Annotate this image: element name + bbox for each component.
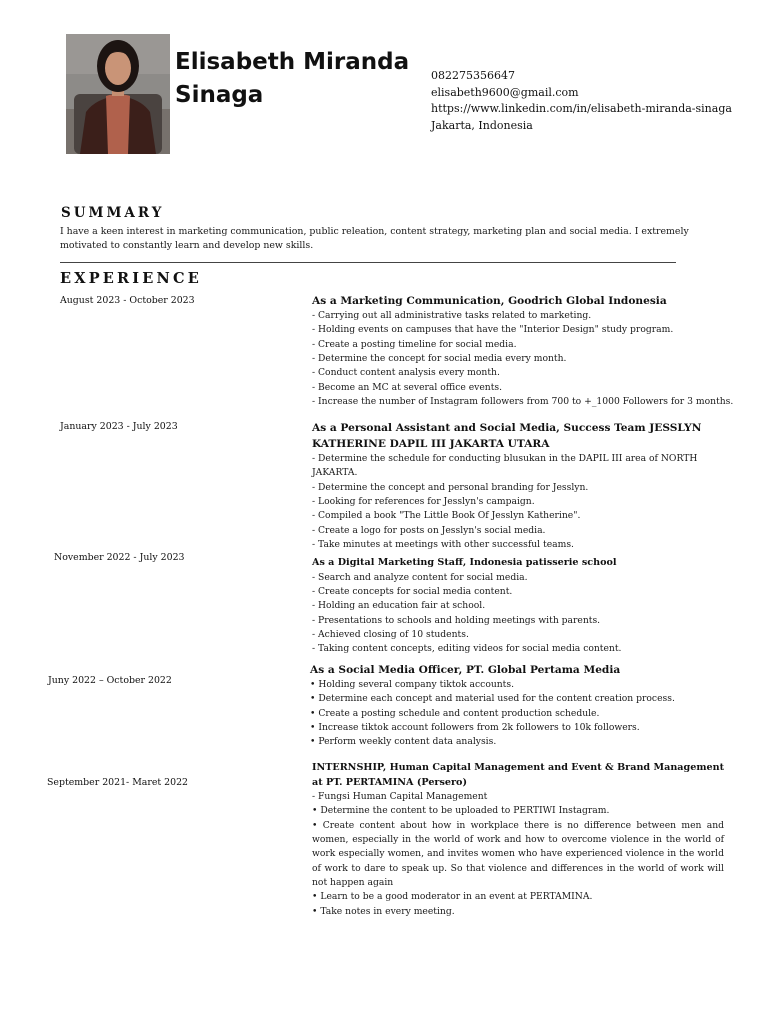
list-item: • Create content about how in workplace there is no difference between men and women, especially in the world of work and how to overcome violence in the world of work especially women, and invites women who have experienced violence in the world of work to dare to speak up. So that violence and differences in the world of work will not happen again bbox=[312, 819, 724, 889]
list-item: - Search and analyze content for social media. bbox=[312, 571, 528, 583]
list-item: • Determine each concept and material used for the content creation process. bbox=[310, 693, 675, 705]
candidate-name bbox=[175, 46, 415, 112]
list-item: - Determine the concept for social media every month. bbox=[312, 353, 567, 365]
job-5-date: September 2021- Maret 2022 bbox=[47, 777, 189, 788]
list-item: • Determine the content to be uploaded to PERTIWI Instagram. bbox=[312, 805, 610, 817]
job-4-title: As a Social Media Officer, PT. Global Pertama Media bbox=[310, 664, 621, 676]
job-1 bbox=[312, 293, 734, 409]
summary-text: I have a keen interest in marketing communication, public releation, content strategy, marketing plan and social media. I extremely motivated to constantly learn and develop new skills. bbox=[60, 226, 689, 252]
job-3-title: As a Digital Marketing Staff, Indonesia patisserie school bbox=[312, 557, 617, 568]
list-item: - Conduct content analysis every month. bbox=[312, 367, 500, 379]
job-2-title-line-2: KATHERINE DAPIL III JAKARTA UTARA bbox=[312, 438, 550, 450]
list-item: • Create a posting schedule and content production schedule. bbox=[310, 707, 600, 719]
list-item: JAKARTA. bbox=[312, 467, 358, 479]
experience-heading: EXPERIENCE bbox=[60, 270, 202, 287]
list-item: - Create a logo for posts on Jesslyn's social media. bbox=[312, 524, 546, 536]
list-item: - Fungsi Human Capital Management bbox=[312, 791, 488, 802]
job-1-title: As a Marketing Communication, Goodrich Global Indonesia bbox=[312, 295, 667, 307]
list-item: • Take notes in every meeting. bbox=[312, 905, 455, 917]
location: Jakarta, Indonesia bbox=[431, 118, 533, 132]
list-item: - Carrying out all administrative tasks related to marketing. bbox=[312, 310, 592, 321]
list-item: - Achieved closing of 10 students. bbox=[312, 628, 469, 640]
contact-info bbox=[431, 68, 732, 134]
job-4 bbox=[310, 662, 722, 750]
job-3-date: November 2022 - July 2023 bbox=[54, 552, 185, 563]
list-item: - Create concepts for social media content. bbox=[312, 585, 513, 597]
job-4-date: Juny 2022 – October 2022 bbox=[48, 675, 172, 686]
list-item: • Perform weekly content data analysis. bbox=[310, 736, 497, 748]
list-item: - Become an MC at several office events. bbox=[312, 381, 503, 393]
list-item: - Holding an education fair at school. bbox=[312, 600, 486, 612]
list-item: - Take minutes at meetings with other successful teams. bbox=[312, 539, 574, 551]
job-5-title: INTERNSHIP, Human Capital Management and Event & Brand Management at PT. PERTAMINA (Persero) bbox=[312, 762, 724, 788]
job-2 bbox=[312, 420, 724, 552]
list-item: - Presentations to schools and holding meetings with parents. bbox=[312, 614, 601, 626]
job-5 bbox=[312, 761, 724, 919]
job-1-date: August 2023 - October 2023 bbox=[60, 295, 195, 306]
summary-heading: SUMMARY bbox=[61, 205, 165, 221]
job-3-bullets bbox=[312, 571, 724, 657]
email-address: elisabeth9600@gmail.com bbox=[431, 85, 579, 99]
list-item: • Increase tiktok account followers from 2k followers to 10k followers. bbox=[310, 722, 640, 734]
list-item: • Holding several company tiktok accounts. bbox=[310, 679, 515, 690]
name-line-1: Elisabeth Miranda bbox=[175, 49, 410, 75]
job-2-date: January 2023 - July 2023 bbox=[60, 421, 178, 432]
list-item: - Looking for references for Jesslyn's campaign. bbox=[312, 496, 535, 508]
divider bbox=[60, 262, 676, 263]
name-line-2: Sinaga bbox=[175, 82, 264, 108]
job-2-bullets bbox=[312, 452, 724, 552]
list-item: • Learn to be a good moderator in an event at PERTAMINA. bbox=[312, 891, 593, 903]
list-item: - Increase the number of Instagram followers from 700 to +_1000 Followers for 3 months. bbox=[312, 396, 734, 408]
job-5-bullets bbox=[312, 790, 724, 919]
list-item: - Determine the concept and personal branding for Jesslyn. bbox=[312, 481, 589, 493]
profile-photo-icon bbox=[66, 34, 170, 154]
job-4-bullets bbox=[310, 678, 722, 750]
profile-photo bbox=[66, 34, 170, 154]
list-item: - Create a posting timeline for social media. bbox=[312, 338, 517, 350]
list-item: - Determine the schedule for conducting blusukan in the DAPIL III area of NORTH bbox=[312, 453, 698, 464]
list-item: - Holding events on campuses that have the "Interior Design" study program. bbox=[312, 324, 674, 336]
job-3 bbox=[312, 556, 724, 657]
linkedin-url: https://www.linkedin.com/in/elisabeth-miranda-sinaga bbox=[431, 102, 732, 115]
phone-number: 082275356647 bbox=[431, 69, 515, 82]
list-item: - Taking content concepts, editing videos for social media content. bbox=[312, 643, 622, 655]
job-1-bullets bbox=[312, 309, 734, 409]
list-item: - Compiled a book "The Little Book Of Jesslyn Katherine". bbox=[312, 510, 581, 522]
job-2-title-line-1: As a Personal Assistant and Social Media, Success Team JESSLYN bbox=[312, 422, 702, 434]
